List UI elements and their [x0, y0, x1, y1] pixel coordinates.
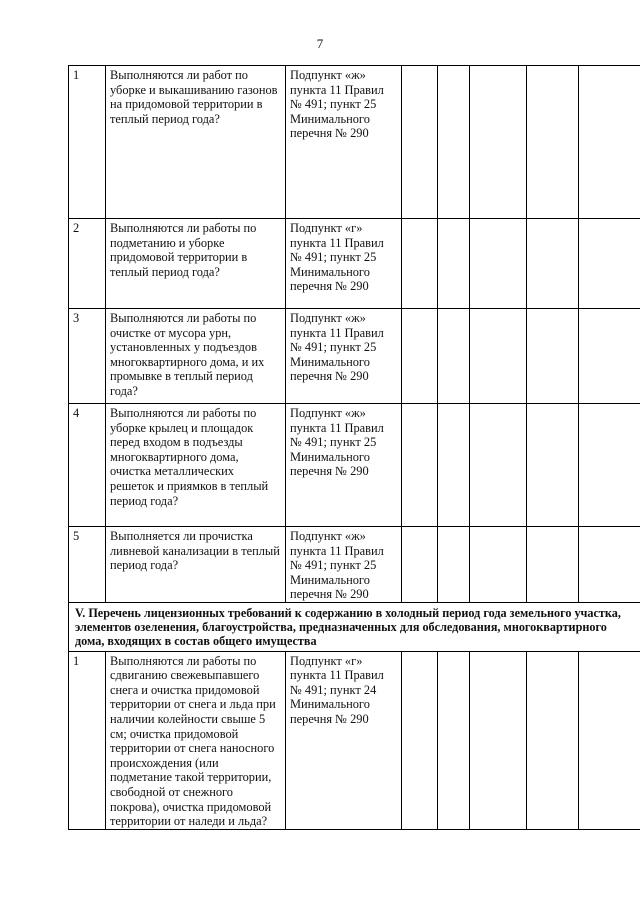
- row-number: 2: [69, 219, 106, 309]
- answer-cell: [402, 66, 438, 219]
- answer-cell: [470, 219, 527, 309]
- answer-cell: [527, 527, 579, 603]
- row-number: 3: [69, 309, 106, 404]
- legal-reference: Подпункт «ж» пункта 11 Правил № 491; пункт 25 Минимального перечня № 290: [286, 527, 402, 603]
- question-text: Выполняются ли работы по очистке от мусора урн, установленных у подъездов многоквартирного дома, и их промывке в теплый период года?: [106, 309, 286, 404]
- answer-cell: [527, 309, 579, 404]
- legal-reference: Подпункт «г» пункта 11 Правил № 491; пункт 25 Минимального перечня № 290: [286, 219, 402, 309]
- legal-reference: Подпункт «ж» пункта 11 Правил № 491; пункт 25 Минимального перечня № 290: [286, 309, 402, 404]
- table-row: [69, 66, 640, 219]
- answer-cell: [438, 219, 470, 309]
- answer-cell: [402, 404, 438, 527]
- table-row: [69, 219, 640, 309]
- section-title: V. Перечень лицензионных требований к содержанию в холодный период года земельного участка, элементов озеленения, благоустройства, предназначенных для обследования, многоквартирного дома, входящих в состав общего имущества: [69, 602, 640, 651]
- answer-cell: [579, 66, 640, 219]
- answer-cell: [438, 66, 470, 219]
- answer-cell: [527, 66, 579, 219]
- legal-reference: Подпункт «г» пункта 11 Правил № 491; пункт 24 Минимального перечня № 290: [286, 651, 402, 829]
- answer-cell: [470, 66, 527, 219]
- answer-cell: [579, 219, 640, 309]
- answer-cell: [438, 651, 470, 829]
- legal-reference: Подпункт «ж» пункта 11 Правил № 491; пункт 25 Минимального перечня № 290: [286, 404, 402, 527]
- requirements-table: [68, 65, 640, 830]
- answer-cell: [470, 404, 527, 527]
- table-row: [69, 309, 640, 404]
- table-row: [69, 651, 640, 829]
- table-row: [69, 404, 640, 527]
- question-text: Выполняются ли работы по подметанию и уборке придомовой территории в теплый период года?: [106, 219, 286, 309]
- answer-cell: [579, 309, 640, 404]
- legal-reference: Подпункт «ж» пункта 11 Правил № 491; пункт 25 Минимального перечня № 290: [286, 66, 402, 219]
- answer-cell: [438, 404, 470, 527]
- answer-cell: [527, 651, 579, 829]
- question-text: Выполняются ли работы по уборке крылец и площадок перед входом в подъезды многоквартирного дома, очистка металлических решеток и приямков в теплый период года?: [106, 404, 286, 527]
- table-row: [69, 527, 640, 603]
- answer-cell: [402, 219, 438, 309]
- answer-cell: [402, 309, 438, 404]
- answer-cell: [402, 651, 438, 829]
- answer-cell: [527, 219, 579, 309]
- question-text: Выполняются ли работ по уборке и выкашиванию газонов на придомовой территории в теплый период года?: [106, 66, 286, 219]
- answer-cell: [438, 527, 470, 603]
- question-text: Выполняются ли работы по сдвиганию свежевыпавшего снега и очистка придомовой территории от снега и льда при наличии колейности свыше 5 см; очистка придомовой территории от снега наносного происхождения (или подметание такой территории, свободной от снежного покрова), очистка придомовой территории от наледи и льда?: [106, 651, 286, 829]
- answer-cell: [438, 309, 470, 404]
- answer-cell: [402, 527, 438, 603]
- row-number: 1: [69, 651, 106, 829]
- page-number: 7: [316, 36, 324, 51]
- row-number: 4: [69, 404, 106, 527]
- answer-cell: [470, 527, 527, 603]
- question-text: Выполняется ли прочистка ливневой канализации в теплый период года?: [106, 527, 286, 603]
- section-header-row: [69, 602, 640, 651]
- row-number: 5: [69, 527, 106, 603]
- row-number: 1: [69, 66, 106, 219]
- answer-cell: [579, 404, 640, 527]
- answer-cell: [579, 527, 640, 603]
- answer-cell: [527, 404, 579, 527]
- answer-cell: [470, 309, 527, 404]
- answer-cell: [579, 651, 640, 829]
- answer-cell: [470, 651, 527, 829]
